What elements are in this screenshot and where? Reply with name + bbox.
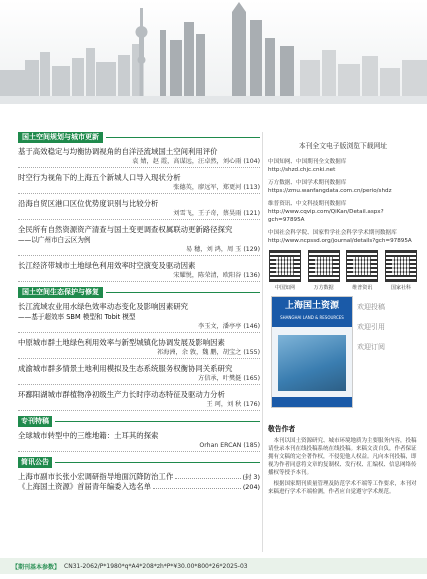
toc-entry[interactable]: [18, 338, 260, 359]
qr-code-row: [268, 250, 418, 291]
entry-title[interactable]: 时空行为视角下的上海五个新城人口导入现状分析: [18, 173, 181, 182]
cover-subtitle: SHANGHAI LAND & RESOURCES: [280, 315, 344, 320]
platform-url[interactable]: https://zmu.wanfangdata.com.cn/perio/shdz: [268, 188, 392, 194]
entry-title[interactable]: 基于高效稳定与均衡协调视角的自洋泾流域国土空间利用评价: [18, 147, 218, 156]
entry-title[interactable]: 长江经济带城市土地绿色利用效率时空演变及驱动因素: [18, 261, 196, 270]
news-page: (204): [242, 483, 260, 491]
cover-masthead: [272, 297, 352, 327]
platform-cqvip: [268, 200, 418, 224]
platform-name: 中国知网、中国期刊全文数据库: [268, 159, 347, 165]
entry-byline: [18, 400, 260, 411]
toc-entry[interactable]: [18, 261, 260, 282]
platform-ncpssd: [268, 229, 418, 245]
entry-authors: 李玉文，潘亭亭: [198, 323, 242, 330]
qr-code-icon: [385, 250, 417, 282]
cover-title: 上海国土资源: [284, 301, 339, 311]
entry-authors: 方信承，叶樊挺: [198, 375, 242, 382]
notice-paragraph: 根据国家期刊质量管理及防范学术不端等工作要求，本刊对来稿进行学术不端检测，作者应自觉遵守学术规范。: [268, 481, 417, 495]
platform-wanfang: [268, 179, 418, 195]
entry-page: (136): [243, 272, 260, 279]
toc-entry[interactable]: [18, 431, 260, 452]
section-rule: [55, 421, 260, 422]
qr-code-icon: [308, 250, 340, 282]
entry-title[interactable]: 环鄱阳湖城市群植物净初级生产力长时序动态特征及驱动力分析: [18, 390, 225, 399]
section-header: [18, 416, 260, 427]
entry-page: (121): [243, 210, 260, 217]
entry-byline: [18, 157, 260, 168]
entry-byline: [18, 245, 260, 256]
news-entry[interactable]: [18, 482, 260, 492]
platform-name: 维普资讯、中文科技期刊数据库: [268, 201, 347, 207]
toc-entry[interactable]: [18, 390, 260, 411]
qr-code[interactable]: [345, 250, 379, 291]
author-notice: [268, 423, 418, 499]
qr-caption: 中国知网: [274, 285, 295, 291]
qr-caption: 维普资讯: [352, 285, 373, 291]
toc-entry[interactable]: [18, 302, 260, 333]
city-skyline-banner: [0, 0, 427, 104]
cover-footer-bar: [272, 397, 352, 407]
entry-title[interactable]: 中原城市群土地绿色利用效率与新型城镇化协调发展及影响因素: [18, 338, 225, 347]
entry-byline: [18, 322, 260, 333]
welcome-slogans: [357, 300, 419, 360]
qr-caption: 国家社科: [390, 285, 411, 291]
entry-authors: 王 珂，刘 秋: [206, 401, 242, 408]
entry-page: (113): [243, 184, 260, 191]
entry-page: (146): [243, 323, 260, 330]
toc-entry[interactable]: [18, 225, 260, 256]
qr-code-icon: [269, 250, 301, 282]
section-rule: [106, 292, 260, 293]
section-tag: 国土空间生态保护与修复: [18, 287, 103, 298]
section-header: [18, 457, 260, 468]
section-tag: 简讯公告: [18, 457, 52, 468]
entry-page: (165): [243, 375, 260, 382]
welcome-text: 欢迎引用: [357, 323, 385, 331]
section-header: [18, 132, 260, 143]
section-tag: 国土空间规划与城市更新: [18, 132, 103, 143]
section-rule: [55, 462, 260, 463]
leader-dots: [153, 482, 241, 489]
qr-code-icon: [346, 250, 378, 282]
platform-name: 中国社会科学院、国家哲学社会科学学术期刊数据库: [268, 230, 397, 236]
entry-authors: Orhan ERCAN: [199, 442, 242, 449]
toc-entry[interactable]: [18, 147, 260, 168]
entry-title[interactable]: 成渝城市群多情景土地利用模拟及生态系统服务权衡协同关系研究: [18, 364, 233, 373]
entry-authors: 张德英，廖远军，郑更河: [173, 184, 242, 191]
welcome-text: 欢迎投稿: [357, 303, 385, 311]
entry-authors: 刘雪飞，王子奇，蔡昊雨: [173, 210, 242, 217]
parameters-value: CN31-2062/P*1980*q*A4*208*zh*P*¥30.00*800*26*2025-03: [64, 562, 248, 570]
entry-byline: [18, 209, 260, 220]
entry-byline: [18, 348, 260, 359]
entry-byline: [18, 271, 260, 282]
entry-authors: 易 穗，刘 鸿，周 玉: [185, 246, 242, 253]
entry-title[interactable]: 全球城市转型中的三维地籍：土耳其的探索: [18, 431, 159, 440]
toc-entry[interactable]: [18, 173, 260, 194]
toc-entry[interactable]: [18, 199, 260, 220]
journal-parameters-bar: [0, 558, 427, 574]
notice-paragraph: 本刊以国土资源研究、城市环境地质为主要服务内容，投稿请登录本刊在线投稿系统在线投稿。来稿文责自负，作者保证拥有文稿的完全著作权，不侵犯他人权益。凡向本刊投稿，即视为作者同意将文章的复制权、发行权、汇编权、信息网络传播权等授予本刊。: [268, 438, 417, 476]
qr-code[interactable]: [384, 250, 418, 291]
entry-authors: 袁 婧，赵 霞，高谋远，汪卓然，刘心雨: [132, 158, 242, 165]
entry-title[interactable]: 长江流域农业用水绿色效率动态变化及影响因素研究: [18, 302, 188, 311]
cover-image: [278, 335, 346, 391]
platform-url[interactable]: http://www.ncpssd.org/journal/details?gch=97895A: [268, 238, 412, 244]
entry-subtitle: ——基于超效率 SBM 模型和 Tobit 模型: [18, 313, 136, 321]
platform-name: 万方数据、中国学术期刊数据库: [268, 180, 347, 186]
qr-caption: 万方数据: [313, 285, 334, 291]
entry-byline: [18, 183, 260, 194]
entry-page: (104): [243, 158, 260, 165]
entry-page: (176): [243, 401, 260, 408]
entry-byline: [18, 374, 260, 385]
toc-entry[interactable]: [18, 364, 260, 385]
download-panel-title: 本刊全文电子版浏览下载网址: [298, 142, 388, 150]
parameters-label: 【期刊基本参数】: [12, 563, 61, 571]
entry-byline: [18, 441, 260, 452]
entry-subtitle: ——以广州市白云区为例: [18, 236, 91, 244]
section-header: [18, 287, 260, 298]
qr-code[interactable]: [268, 250, 302, 291]
entry-authors: 祁海洲，余 敦，魏 鹏，胡宝之: [156, 349, 242, 356]
platform-url[interactable]: http://www.cqvip.com/QiKan/Detail.aspx?gch=97895A: [268, 209, 384, 223]
entry-page: (155): [243, 349, 260, 356]
entry-title[interactable]: 沿海自贸区港口区位优势度识别与比较分析: [18, 199, 159, 208]
news-title[interactable]: 上海市副市长张小宏调研指导地面沉降防治工作: [18, 472, 174, 481]
journal-cover: [271, 296, 353, 408]
table-of-contents: [18, 132, 260, 492]
column-divider: [262, 132, 263, 552]
download-panel: [268, 140, 418, 291]
news-page: (封 3): [242, 473, 260, 481]
news-title[interactable]: 《上海国土资源》首届青年编委入选名单: [18, 482, 152, 491]
entry-authors: 宋耀悦，陈荣清，欧阳谷: [173, 272, 242, 279]
platform-url[interactable]: http://shzd.chjc.cnki.net: [268, 167, 336, 173]
qr-code[interactable]: [307, 250, 341, 291]
entry-title[interactable]: 全民所有自然资源资产清查与国土变更调查权属联动更新路径探究: [18, 225, 233, 234]
section-rule: [106, 137, 260, 138]
entry-page: (185): [243, 442, 260, 449]
entry-page: (129): [243, 246, 260, 253]
platform-cnki: [268, 158, 418, 174]
notice-heading: 敬告作者: [268, 425, 296, 433]
leader-dots: [175, 472, 240, 479]
section-tag: 专刊特稿: [18, 416, 52, 427]
welcome-text: 欢迎订阅: [357, 343, 385, 351]
news-entry[interactable]: [18, 472, 260, 482]
